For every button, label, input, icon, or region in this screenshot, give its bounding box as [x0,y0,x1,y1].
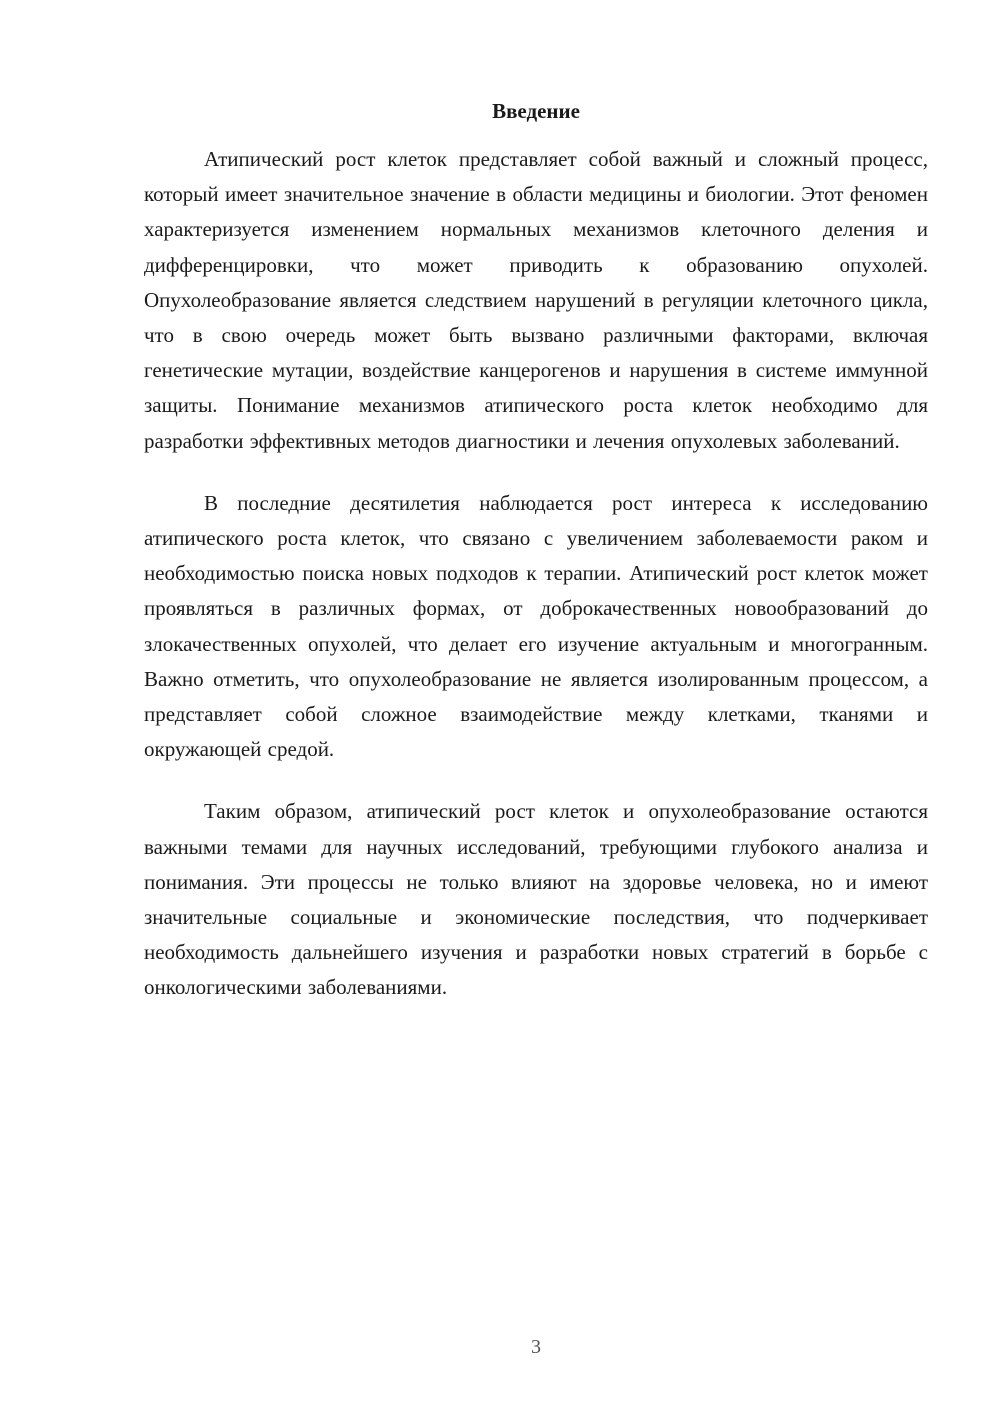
paragraph-2: В последние десятилетия наблюдается рост интереса к исследованию атипического роста клеток, что связано с увеличением заболеваемости раком и необходимостью поиска новых подходов к терапии. Атипический рост клеток может проявляться в различных формах, от доброкачественных новообразований до злокачественных опухолей, что делает его изучение актуальным и многогранным. Важно отметить, что опухолеобразование не является изолированным процессом, а представляет собой сложное взаимодействие между клетками, тканями и окружающей средой. [144,490,928,762]
paragraph-1: Атипический рост клеток представляет собой важный и сложный процесс, который имеет значительное значение в области медицины и биологии. Этот феномен характеризуется изменением нормальных механизмов клеточного деления и дифференцировки, что может приводить к образованию опухолей. Опухолеобразование является следствием нарушений в регуляции клеточного цикла, что в свою очередь может быть вызвано различными факторами, включая генетические мутации, воздействие канцерогенов и нарушения в системе иммунной защиты. Понимание механизмов атипического роста клеток необходимо для разработки эффективных методов диагностики и лечения опухолевых заболеваний. [144,147,928,453]
page-number: 3 [531,1336,541,1358]
paragraph-3: Таким образом, атипический рост клеток и опухолеобразование остаются важными темами для научных исследований, требующими глубокого анализа и понимания. Эти процессы не только влияют на здоровье человека, но и имеют значительные социальные и экономические последствия, что подчеркивает необходимость дальнейшего изучения и разработки новых стратегий в борьбе с онкологическими заболеваниями. [144,799,928,1000]
section-title: Введение [492,99,580,123]
body-text [144,142,928,1033]
